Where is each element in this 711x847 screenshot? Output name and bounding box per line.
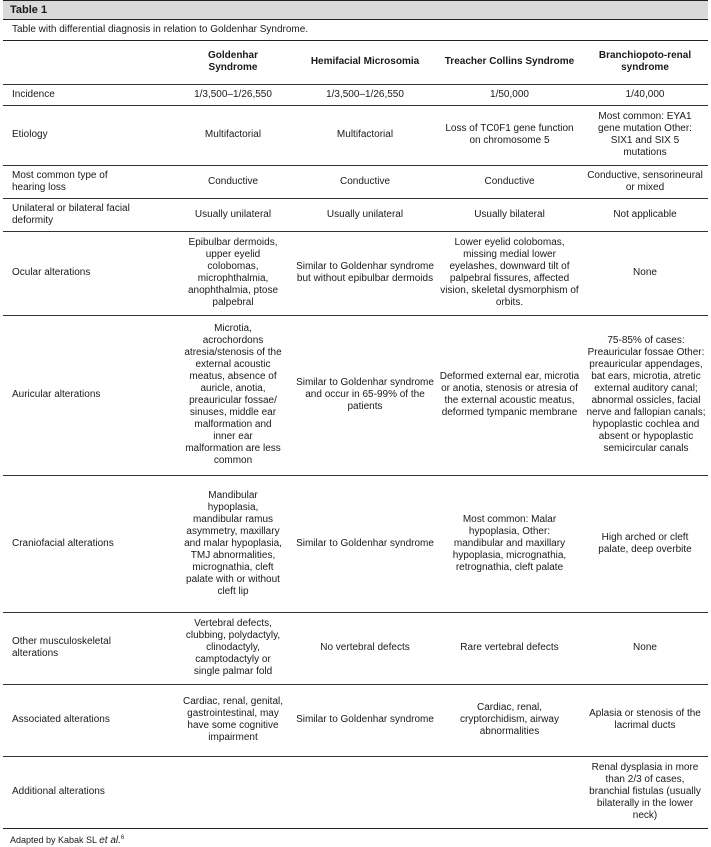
- table-cell: 1/40,000: [582, 84, 708, 105]
- header-empty-cell: [3, 41, 173, 84]
- row-label-text: Other musculoskeletal alterations: [12, 636, 111, 659]
- table-cell-text: Similar to Goldenhar syndrome but without epibulbar dermoids: [296, 261, 434, 284]
- table-cell: [173, 231, 293, 315]
- table-row: [3, 105, 708, 165]
- table-cell: [173, 315, 293, 475]
- footnote-etal: et al.: [99, 834, 121, 846]
- table-cell-text: High arched or cleft palate, deep overbite: [598, 531, 692, 555]
- table-label: Table 1: [3, 0, 708, 19]
- table-cell: [437, 315, 582, 475]
- row-label: Ocular alterations: [3, 231, 173, 315]
- table-cell: Conductive: [173, 165, 293, 198]
- header-branchiootorenal-label: Branchiopoto-renal syndrome: [598, 50, 692, 74]
- table-footnote: [3, 832, 708, 847]
- table-cell: [437, 475, 582, 612]
- row-label: [3, 165, 173, 198]
- header-goldenhar-label: Goldenhar Syndrome: [207, 50, 258, 74]
- table-cell: No vertebral defects: [293, 612, 437, 684]
- table-cell: [173, 684, 293, 756]
- table-row: [3, 165, 708, 198]
- table-cell: 1/50,000: [437, 84, 582, 105]
- row-label: [3, 198, 173, 231]
- table-cell-text: Cardiac, renal, cryptorchidism, airway abnormalities: [460, 702, 559, 737]
- table-cell-text: Aplasia or stenosis of the lacrimal ducts: [589, 708, 701, 731]
- table-cell: None: [582, 231, 708, 315]
- table-row: [3, 315, 708, 475]
- row-label: Etiology: [3, 105, 173, 165]
- table-row: [3, 612, 708, 684]
- table-cell: Multifactorial: [173, 105, 293, 165]
- table-row: [3, 684, 708, 756]
- table-cell-text: Lower eyelid colobomas, missing medial lower eyelashes, downward tilt of palpebral fissures, affected vision, skeletal dysmorphism of orbits.: [440, 237, 579, 308]
- footnote-prefix: Adapted by Kabak SL: [10, 834, 100, 845]
- table-cell: [293, 231, 437, 315]
- table-caption: Table with differential diagnosis in relation to Goldenhar Syndrome.: [3, 19, 708, 41]
- table-cell: Conductive: [293, 165, 437, 198]
- table-cell-text: Renal dysplasia in more than 2/3 of cases, branchial fistulas (usually bilaterally in the lower neck): [589, 762, 701, 821]
- table-cell: [437, 105, 582, 165]
- table-cell: Conductive: [437, 165, 582, 198]
- table-row: [3, 231, 708, 315]
- header-treacher-collins: Treacher Collins Syndrome: [437, 41, 582, 84]
- footnote-reference: 6: [120, 834, 125, 841]
- header-hemifacial: Hemifacial Microsomia: [293, 41, 437, 84]
- table-cell: [173, 756, 293, 828]
- differential-diagnosis-table: [3, 41, 708, 829]
- table-figure: [3, 0, 708, 847]
- table-cell: [293, 315, 437, 475]
- table-cell: Usually bilateral: [437, 198, 582, 231]
- table-cell: Similar to Goldenhar syndrome: [293, 684, 437, 756]
- table-cell-text: Vertebral defects, clubbing, polydactyly, clinodactyly, camptodactyly or single palmar fold: [185, 618, 281, 677]
- row-label: [3, 612, 173, 684]
- header-branchiootorenal: [582, 41, 708, 84]
- table-cell: Usually unilateral: [173, 198, 293, 231]
- table-cell: [437, 756, 582, 828]
- table-cell: [437, 684, 582, 756]
- table-row: [3, 198, 708, 231]
- table-cell-text: Deformed external ear, microtia or anotia, stenosis or atresia of the external acoustic meatus, deformed tympanic membrane: [439, 371, 580, 418]
- table-row: [3, 84, 708, 105]
- row-label-text: Unilateral or bilateral facial deformity: [12, 202, 130, 226]
- table-cell-text: 75-85% of cases: Preauricular fossae Other: preauricular appendages, bat ears, microtia, atretic external auditory canal; abnormal ossicles, facial nerve and fallopian canals; hypoplastic cochlea and absent or hypoplastic semicircular canals: [586, 335, 706, 454]
- header-goldenhar: [173, 41, 293, 84]
- table-cell-text: Cardiac, renal, genital, gastrointestinal, may have some cognitive impairment: [182, 696, 284, 743]
- table-cell: [293, 756, 437, 828]
- row-label: Associated alterations: [3, 684, 173, 756]
- table-cell-text: Most common: EYA1 gene mutation Other: SIX1 and SIX 5 mutations: [598, 111, 692, 158]
- table-cell: Not applicable: [582, 198, 708, 231]
- table-cell-text: Similar to Goldenhar syndrome and occur in 65-99% of the patients: [296, 377, 434, 412]
- row-label-text: Most common type of hearing loss: [12, 169, 108, 193]
- row-label: Auricular alterations: [3, 315, 173, 475]
- table-cell-text: Loss of TC0F1 gene function on chromosome 5: [445, 123, 574, 146]
- header-row: [3, 41, 708, 84]
- row-label: Additional alterations: [3, 756, 173, 828]
- table-cell: Multifactorial: [293, 105, 437, 165]
- table-cell: 1/3,500–1/26,550: [293, 84, 437, 105]
- table-cell-text: Microtia, acrochordons atresia/stenosis of the external acoustic meatus, absence of auricle, anotia, preauricular fossae/ sinuses, middle ear malformation and inner ear malformation are less common: [184, 323, 282, 466]
- table-row: [3, 756, 708, 828]
- table-cell-text: Epibulbar dermoids, upper eyelid colobomas, microphthalmia, anophthalmia, ptose palpebral: [187, 237, 279, 308]
- table-cell: 1/3,500–1/26,550: [173, 84, 293, 105]
- table-cell: Rare vertebral defects: [437, 612, 582, 684]
- table-cell: [173, 475, 293, 612]
- table-cell: [582, 105, 708, 165]
- table-cell: Usually unilateral: [293, 198, 437, 231]
- table-cell: None: [582, 612, 708, 684]
- table-cell: Conductive, sensorineural or mixed: [582, 165, 708, 198]
- table-cell-text: Mandibular hypoplasia, mandibular ramus asymmetry, maxillary and malar hypoplasia, TMJ abnormalities, micrognathia, cleft palate with or without cleft lip: [184, 489, 282, 597]
- table-cell-text: Most common: Malar hypoplasia, Other: mandibular and maxillary hypoplasia, micrognathia, retrognathia, cleft palate: [452, 513, 567, 573]
- table-cell: [437, 231, 582, 315]
- table-cell: [582, 315, 708, 475]
- row-label: Craniofacial alterations: [3, 475, 173, 612]
- table-cell: [582, 756, 708, 828]
- table-cell: [582, 684, 708, 756]
- table-row: [3, 475, 708, 612]
- row-label: Incidence: [3, 84, 173, 105]
- table-cell: [582, 475, 708, 612]
- table-cell: Similar to Goldenhar syndrome: [293, 475, 437, 612]
- table-cell: [173, 612, 293, 684]
